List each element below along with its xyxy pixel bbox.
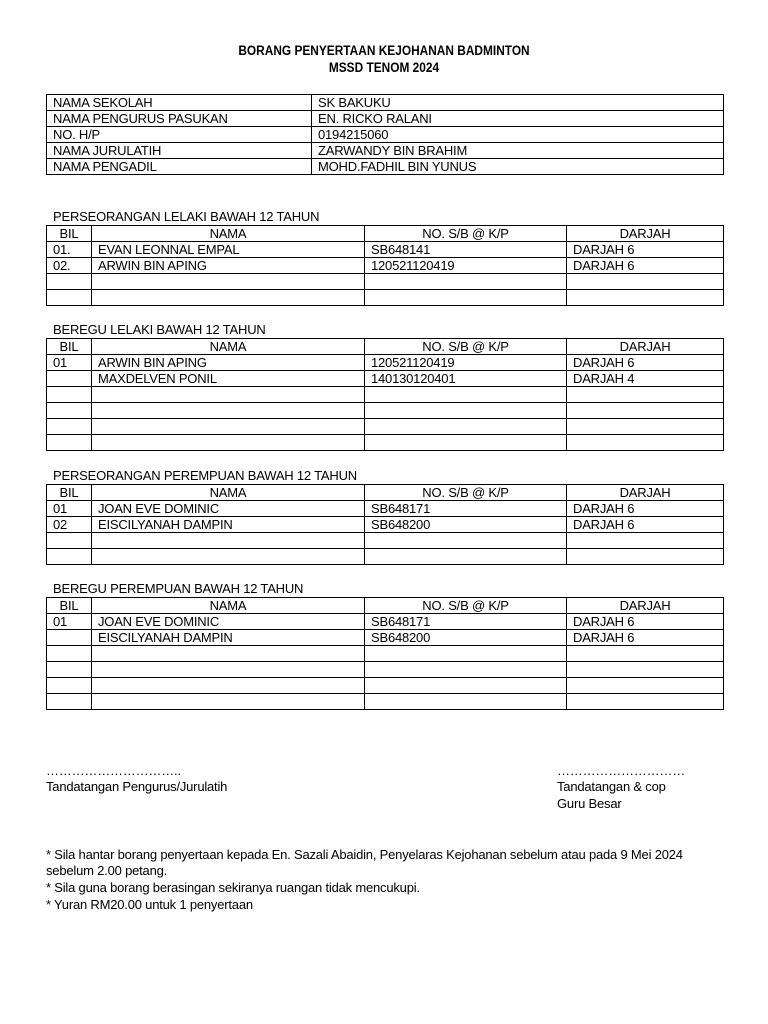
table-row xyxy=(47,678,724,694)
cell-bil xyxy=(47,274,92,290)
table-row xyxy=(47,371,724,387)
cell-darjah: DARJAH 6 xyxy=(567,501,724,517)
signature-line-right: ………………………… xyxy=(557,763,686,778)
cell-nama: JOAN EVE DOMINIC xyxy=(92,501,365,517)
column-header-darjah: DARJAH xyxy=(567,485,724,501)
cell-darjah xyxy=(567,533,724,549)
info-label: NAMA SEKOLAH xyxy=(47,95,312,111)
column-header-nosb: NO. S/B @ K/P xyxy=(365,598,567,614)
cell-nama: EVAN LEONNAL EMPAL xyxy=(92,242,365,258)
cell-nosb: SB648141 xyxy=(365,242,567,258)
cell-darjah xyxy=(567,662,724,678)
table-row xyxy=(47,387,724,403)
cell-darjah xyxy=(567,387,724,403)
cell-bil xyxy=(47,694,92,710)
cell-darjah xyxy=(567,646,724,662)
info-label: NAMA PENGURUS PASUKAN xyxy=(47,111,312,127)
cell-darjah xyxy=(567,419,724,435)
cell-nama xyxy=(92,435,365,451)
table-doubles-boys xyxy=(46,338,724,451)
cell-bil xyxy=(47,387,92,403)
cell-nosb xyxy=(365,694,567,710)
cell-nosb: 140130120401 xyxy=(365,371,567,387)
table-row xyxy=(47,419,724,435)
cell-darjah xyxy=(567,678,724,694)
cell-nama xyxy=(92,533,365,549)
cell-bil xyxy=(47,371,92,387)
table-singles-girls xyxy=(46,484,724,565)
cell-darjah: DARJAH 6 xyxy=(567,242,724,258)
signature-line-left: ………………………….. xyxy=(46,763,181,778)
note-line: * Sila hantar borang penyertaan kepada En. Sazali Abaidin, Penyelaras Kejohanan sebelum atau pada 9 Mei 2024 xyxy=(46,847,683,862)
cell-bil xyxy=(47,533,92,549)
cell-bil: 01 xyxy=(47,614,92,630)
table-doubles-girls xyxy=(46,597,724,710)
cell-darjah xyxy=(567,549,724,565)
cell-nama: ARWIN BIN APING xyxy=(92,355,365,371)
column-header-bil: BIL xyxy=(47,598,92,614)
cell-nosb: SB648171 xyxy=(365,614,567,630)
column-header-nama: NAMA xyxy=(92,339,365,355)
table-row xyxy=(47,662,724,678)
table-row xyxy=(47,501,724,517)
cell-nosb: 120521120419 xyxy=(365,258,567,274)
table-row xyxy=(47,258,724,274)
table-row xyxy=(47,290,724,306)
cell-darjah xyxy=(567,435,724,451)
cell-nosb xyxy=(365,419,567,435)
school-info-table xyxy=(46,94,724,175)
section-title-doubles-girls: BEREGU PEREMPUAN BAWAH 12 TAHUN xyxy=(53,581,304,596)
cell-nama xyxy=(92,694,365,710)
note-line: sebelum 2.00 petang. xyxy=(46,863,168,878)
cell-nosb xyxy=(365,533,567,549)
column-header-darjah: DARJAH xyxy=(567,226,724,242)
cell-nama: MAXDELVEN PONIL xyxy=(92,371,365,387)
info-label: NAMA JURULATIH xyxy=(47,143,312,159)
table-row xyxy=(47,549,724,565)
cell-darjah: DARJAH 6 xyxy=(567,517,724,533)
table-row xyxy=(47,646,724,662)
cell-bil xyxy=(47,662,92,678)
cell-bil: 02 xyxy=(47,517,92,533)
column-header-darjah: DARJAH xyxy=(567,339,724,355)
table-row xyxy=(47,435,724,451)
info-row xyxy=(47,159,724,175)
table-row xyxy=(47,533,724,549)
info-value: EN. RICKO RALANI xyxy=(312,111,724,127)
cell-nosb xyxy=(365,435,567,451)
section-title-doubles-boys: BEREGU LELAKI BAWAH 12 TAHUN xyxy=(53,322,266,337)
cell-nosb xyxy=(365,403,567,419)
table-row xyxy=(47,614,724,630)
table-singles-boys xyxy=(46,225,724,306)
signature-label-right-title: Guru Besar xyxy=(557,796,622,811)
cell-nosb xyxy=(365,662,567,678)
table-row xyxy=(47,274,724,290)
section-title-singles-girls: PERSEORANGAN PEREMPUAN BAWAH 12 TAHUN xyxy=(53,468,357,483)
cell-nama xyxy=(92,387,365,403)
cell-bil: 02. xyxy=(47,258,92,274)
cell-nama: JOAN EVE DOMINIC xyxy=(92,614,365,630)
cell-bil: 01 xyxy=(47,355,92,371)
table-header-row xyxy=(47,339,724,355)
cell-nama: EISCILYANAH DAMPIN xyxy=(92,630,365,646)
signature-label-right: Tandatangan & cop xyxy=(557,779,666,794)
info-label: NO. H/P xyxy=(47,127,312,143)
cell-bil xyxy=(47,678,92,694)
info-row xyxy=(47,111,724,127)
cell-darjah xyxy=(567,694,724,710)
cell-nosb xyxy=(365,387,567,403)
cell-nama xyxy=(92,678,365,694)
column-header-nosb: NO. S/B @ K/P xyxy=(365,226,567,242)
info-label: NAMA PENGADIL xyxy=(47,159,312,175)
table-header-row xyxy=(47,485,724,501)
info-value: SK BAKUKU xyxy=(312,95,724,111)
cell-nama xyxy=(92,662,365,678)
cell-nosb xyxy=(365,274,567,290)
column-header-bil: BIL xyxy=(47,339,92,355)
table-row xyxy=(47,242,724,258)
cell-darjah xyxy=(567,403,724,419)
cell-bil xyxy=(47,435,92,451)
table-row xyxy=(47,694,724,710)
cell-nosb: SB648171 xyxy=(365,501,567,517)
cell-bil: 01 xyxy=(47,501,92,517)
cell-nama xyxy=(92,419,365,435)
cell-bil xyxy=(47,290,92,306)
cell-nosb: SB648200 xyxy=(365,517,567,533)
column-header-nama: NAMA xyxy=(92,598,365,614)
cell-darjah: DARJAH 6 xyxy=(567,258,724,274)
column-header-bil: BIL xyxy=(47,485,92,501)
info-row xyxy=(47,95,724,111)
column-header-nama: NAMA xyxy=(92,485,365,501)
signature-label-left: Tandatangan Pengurus/Jurulatih xyxy=(46,779,228,794)
cell-bil xyxy=(47,403,92,419)
info-row xyxy=(47,143,724,159)
note-line: * Yuran RM20.00 untuk 1 penyertaan xyxy=(46,897,253,912)
column-header-nosb: NO. S/B @ K/P xyxy=(365,485,567,501)
cell-darjah: DARJAH 6 xyxy=(567,355,724,371)
table-row xyxy=(47,355,724,371)
cell-bil xyxy=(47,549,92,565)
cell-bil: 01. xyxy=(47,242,92,258)
cell-bil xyxy=(47,419,92,435)
cell-nama xyxy=(92,403,365,419)
cell-bil xyxy=(47,646,92,662)
section-title-singles-boys: PERSEORANGAN LELAKI BAWAH 12 TAHUN xyxy=(53,209,320,224)
info-row xyxy=(47,127,724,143)
cell-bil xyxy=(47,630,92,646)
cell-nosb xyxy=(365,678,567,694)
cell-darjah: DARJAH 6 xyxy=(567,630,724,646)
cell-nosb xyxy=(365,290,567,306)
column-header-nosb: NO. S/B @ K/P xyxy=(365,339,567,355)
cell-nama: ARWIN BIN APING xyxy=(92,258,365,274)
form-title: BORANG PENYERTAAN KEJOHANAN BADMINTON xyxy=(238,43,530,58)
note-line: * Sila guna borang berasingan sekiranya ruangan tidak mencukupi. xyxy=(46,880,420,895)
column-header-nama: NAMA xyxy=(92,226,365,242)
cell-nama xyxy=(92,549,365,565)
table-header-row xyxy=(47,598,724,614)
cell-nosb xyxy=(365,549,567,565)
table-header-row xyxy=(47,226,724,242)
cell-nama xyxy=(92,274,365,290)
cell-darjah xyxy=(567,274,724,290)
cell-nosb xyxy=(365,646,567,662)
column-header-darjah: DARJAH xyxy=(567,598,724,614)
table-row xyxy=(47,630,724,646)
table-row xyxy=(47,517,724,533)
cell-darjah: DARJAH 6 xyxy=(567,614,724,630)
cell-nama xyxy=(92,646,365,662)
cell-nama xyxy=(92,290,365,306)
cell-nosb: SB648200 xyxy=(365,630,567,646)
info-value: ZARWANDY BIN BRAHIM xyxy=(312,143,724,159)
info-value: MOHD.FADHIL BIN YUNUS xyxy=(312,159,724,175)
cell-nama: EISCILYANAH DAMPIN xyxy=(92,517,365,533)
info-value: 0194215060 xyxy=(312,127,724,143)
form-subtitle: MSSD TENOM 2024 xyxy=(328,60,440,75)
cell-darjah: DARJAH 4 xyxy=(567,371,724,387)
table-row xyxy=(47,403,724,419)
cell-darjah xyxy=(567,290,724,306)
column-header-bil: BIL xyxy=(47,226,92,242)
cell-nosb: 120521120419 xyxy=(365,355,567,371)
